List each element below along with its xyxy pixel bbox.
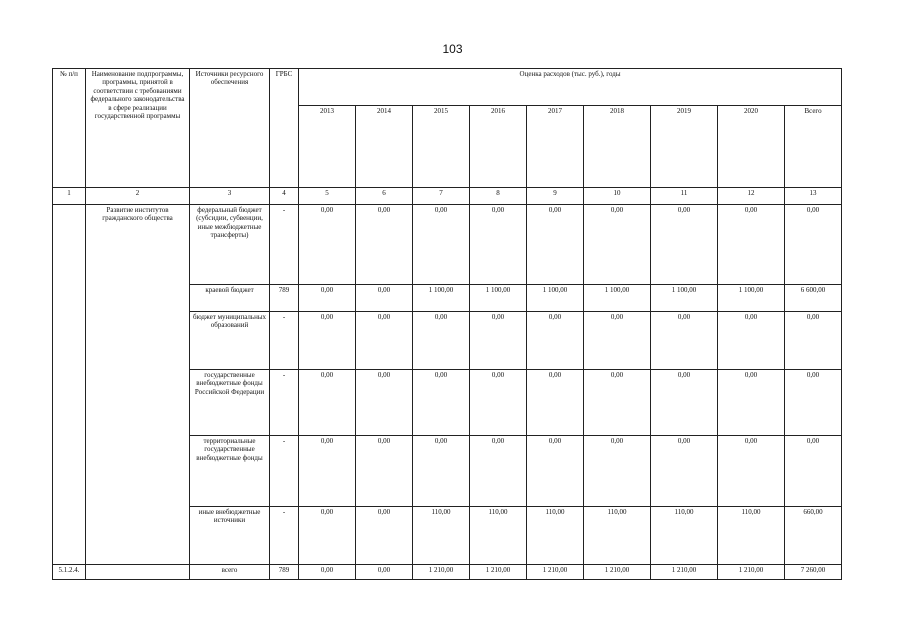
header-year: 2016 [470,106,527,188]
source-cell: иные внебюджетные источники [190,507,270,565]
value-cell: 110,00 [651,507,718,565]
header-num: № п/п [53,69,86,188]
header-year: 2017 [527,106,584,188]
value-cell: 0,00 [785,370,842,436]
grbs-cell: - [270,312,299,370]
empty-name-cell [86,565,190,580]
column-number: 10 [584,188,651,205]
total-value-cell: 1 210,00 [470,565,527,580]
value-cell: 0,00 [299,507,356,565]
row-number-cell [53,205,86,565]
value-cell: 0,00 [584,205,651,285]
value-cell: 110,00 [584,507,651,565]
value-cell: 6 600,00 [785,285,842,312]
value-cell: 0,00 [527,436,584,507]
header-year: 2014 [356,106,413,188]
value-cell: 0,00 [584,370,651,436]
value-cell: 110,00 [718,507,785,565]
value-cell: 0,00 [651,205,718,285]
value-cell: 1 100,00 [718,285,785,312]
table-row [53,205,842,285]
program-name: Развитие институтов гражданского общества [86,205,190,565]
value-cell: 0,00 [356,436,413,507]
value-cell: 0,00 [299,370,356,436]
total-grbs-cell: 789 [270,565,299,580]
value-cell: 0,00 [470,370,527,436]
total-source-cell: всего [190,565,270,580]
value-cell: 0,00 [356,312,413,370]
value-cell: 0,00 [356,370,413,436]
value-cell: 0,00 [470,436,527,507]
value-cell: 1 100,00 [527,285,584,312]
header-grbs: ГРБС [270,69,299,188]
total-value-cell: 1 210,00 [651,565,718,580]
column-number: 8 [470,188,527,205]
header-year: 2013 [299,106,356,188]
source-cell: территориальные государственные внебюджетные фонды [190,436,270,507]
header-year: 2020 [718,106,785,188]
value-cell: 0,00 [356,205,413,285]
total-value-cell: 0,00 [356,565,413,580]
grbs-cell: 789 [270,285,299,312]
value-cell: 1 100,00 [413,285,470,312]
value-cell: 1 100,00 [584,285,651,312]
value-cell: 110,00 [527,507,584,565]
program-code: 5.1.2.4. [53,565,86,580]
value-cell: 0,00 [651,370,718,436]
column-number: 7 [413,188,470,205]
value-cell: 110,00 [413,507,470,565]
grbs-cell: - [270,507,299,565]
header-sources: Источники ресурсного обеспечения [190,69,270,188]
column-number-row [53,188,842,205]
column-number: 2 [86,188,190,205]
value-cell: 0,00 [356,285,413,312]
value-cell: 0,00 [584,312,651,370]
total-value-cell: 0,00 [299,565,356,580]
source-cell: государственные внебюджетные фонды Российской Федерации [190,370,270,436]
column-number: 3 [190,188,270,205]
value-cell: 0,00 [413,312,470,370]
value-cell: 0,00 [299,205,356,285]
value-cell: 0,00 [299,285,356,312]
value-cell: 0,00 [718,436,785,507]
value-cell: 0,00 [785,436,842,507]
grbs-cell: - [270,205,299,285]
value-cell: 0,00 [413,205,470,285]
source-cell: бюджет муниципальных образований [190,312,270,370]
value-cell: 1 100,00 [651,285,718,312]
value-cell: 0,00 [718,370,785,436]
value-cell: 0,00 [527,312,584,370]
value-cell: 1 100,00 [470,285,527,312]
column-number: 5 [299,188,356,205]
grbs-cell: - [270,436,299,507]
grbs-cell: - [270,370,299,436]
value-cell: 0,00 [651,436,718,507]
total-row [53,565,842,580]
value-cell: 660,00 [785,507,842,565]
header-year: 2018 [584,106,651,188]
header-row-top [53,69,842,106]
value-cell: 0,00 [299,436,356,507]
page-number: 103 [442,42,463,56]
value-cell: 0,00 [527,205,584,285]
value-cell: 0,00 [299,312,356,370]
column-number: 9 [527,188,584,205]
value-cell: 0,00 [470,205,527,285]
header-year: 2019 [651,106,718,188]
column-number: 4 [270,188,299,205]
source-cell: краевой бюджет [190,285,270,312]
value-cell: 0,00 [527,370,584,436]
value-cell: 0,00 [785,205,842,285]
value-cell: 0,00 [584,436,651,507]
column-number: 1 [53,188,86,205]
value-cell: 0,00 [356,507,413,565]
total-value-cell: 1 210,00 [584,565,651,580]
source-cell: федеральный бюджет (субсидии, субвенции, иные межбюджетные трансферты) [190,205,270,285]
value-cell: 0,00 [413,436,470,507]
value-cell: 110,00 [470,507,527,565]
value-cell: 0,00 [718,205,785,285]
header-total: Всего [785,106,842,188]
value-cell: 0,00 [413,370,470,436]
expenditure-table [52,68,842,580]
header-estimate: Оценка расходов (тыс. руб.), годы [299,69,842,106]
column-number: 13 [785,188,842,205]
column-number: 6 [356,188,413,205]
value-cell: 0,00 [718,312,785,370]
value-cell: 0,00 [651,312,718,370]
total-value-cell: 1 210,00 [718,565,785,580]
column-number: 11 [651,188,718,205]
value-cell: 0,00 [785,312,842,370]
total-value-cell: 1 210,00 [413,565,470,580]
column-number: 12 [718,188,785,205]
total-value-cell: 7 260,00 [785,565,842,580]
header-year: 2015 [413,106,470,188]
header-name: Наименование подпрограммы, программы, принятой в соответствии с требованиями федерального законодательства в сфере реализации государственной программы [86,69,190,188]
value-cell: 0,00 [470,312,527,370]
total-value-cell: 1 210,00 [527,565,584,580]
